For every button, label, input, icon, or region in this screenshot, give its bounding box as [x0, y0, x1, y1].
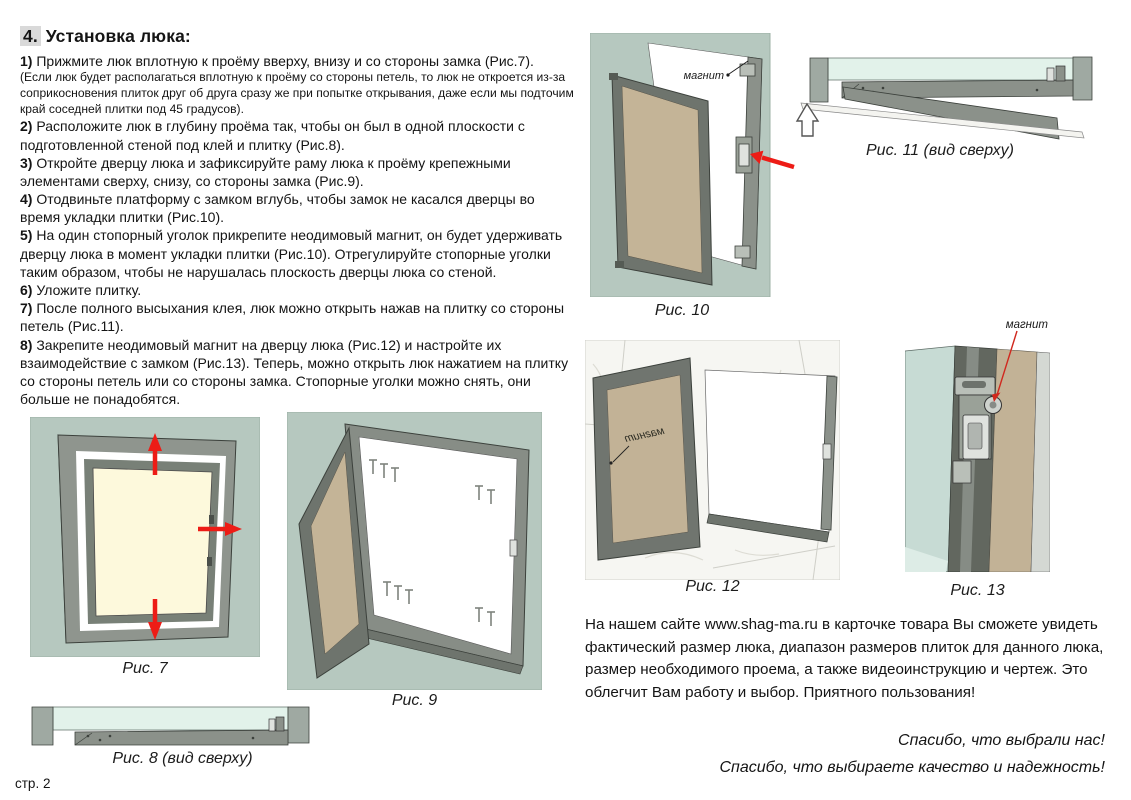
lock-recess — [968, 423, 982, 449]
wall-block-right — [288, 707, 309, 743]
lock-part — [269, 719, 275, 731]
stopper-corner-top — [740, 64, 755, 76]
step-text: Расположите люк в глубину проёма так, чтобы он был в одной плоскости с подготовленной стеной под клей и плитку (Рис.8). — [20, 118, 525, 153]
wall-block-right — [1073, 57, 1092, 100]
step-number: 6) — [20, 282, 33, 299]
wall-left — [905, 346, 955, 572]
hinge-top — [609, 73, 618, 80]
instruction-steps — [20, 52, 576, 408]
open-door-panel — [607, 375, 688, 543]
step-5 — [20, 226, 576, 281]
magnet-label-mirrored: магнит — [623, 424, 666, 446]
step-6 — [20, 281, 576, 299]
magnet-dot — [609, 461, 612, 464]
step-number: 4) — [20, 191, 33, 208]
figure-13-lock-closeup-drawing — [905, 315, 1050, 572]
step-text: Прижмите люк вплотную к проёму вверху, внизу и со стороны замка (Рис.7). — [36, 53, 534, 69]
figure-9-caption: Рис. 9 — [391, 692, 438, 709]
step-text: Отодвиньте платформу с замком вглубь, чтобы замок не касался дверцы во время укладки плитки (Рис.10). — [20, 191, 535, 226]
figure-7-caption: Рис. 7 — [122, 660, 168, 677]
hinge-bottom — [615, 261, 624, 268]
figure-8-caption: Рис. 8 (вид сверху) — [112, 750, 253, 767]
website-paragraph: На нашем сайте www.shag-ma.ru в карточке товара Вы сможете увидеть фактический размер люка, диапазон размеров плиток для данного люка, размер необходимого проема, а также видеоинструкцию и чертеж. Это облегчит Вам работу и выбор. Приятного пользования! — [585, 616, 1104, 701]
step-number: 7) — [20, 300, 33, 317]
step-3 — [20, 154, 576, 190]
opening-band — [53, 707, 288, 730]
figure-12-caption: Рис. 12 — [685, 578, 740, 595]
magnet-knob-center — [990, 402, 997, 409]
lock-body — [739, 144, 749, 166]
step-number: 2) — [20, 118, 33, 135]
lock-body — [1056, 66, 1065, 81]
opening — [705, 370, 835, 532]
figure-7-hatch-pressed-drawing — [30, 417, 260, 657]
figure-8-top-view-drawing — [30, 703, 310, 750]
step-text: На один стопорный уголок прикрепите неодимовый магнит, он будет удерживать дверцу люка в момент укладки плитки (Рис.10). Отрегулируйте стопорные уголки таким образом, чтобы не нарушалась плоскость дверцы люка со стеной. — [20, 227, 563, 280]
step-2 — [20, 117, 576, 153]
step-number: 8) — [20, 336, 33, 353]
figure-11-top-view-opening-drawing — [785, 46, 1095, 142]
figure-10-magnet-stopper-drawing — [590, 33, 800, 297]
figure-12-magnet-on-door-drawing — [585, 340, 840, 580]
thanks-line-2: Спасибо, что выбираете качество и надежность! — [719, 758, 1105, 776]
open-door-panel — [622, 86, 702, 273]
magnet-label: магнит — [683, 70, 724, 82]
step-number: 3) — [20, 154, 33, 171]
wall-block-left — [32, 707, 53, 745]
hatch-platform — [75, 730, 288, 745]
lock-bracket-bottom — [953, 461, 971, 483]
thanks-line-1: Спасибо, что выбрали нас! — [898, 732, 1105, 749]
latch-mark — [207, 557, 212, 566]
lock-body — [823, 444, 831, 459]
step-number: 5) — [20, 227, 33, 244]
wall-block-left — [810, 58, 828, 102]
step-7 — [20, 299, 576, 335]
opening-band — [828, 58, 1073, 80]
door-panel — [93, 468, 212, 616]
latch-mark — [209, 515, 214, 524]
figure-11-caption: Рис. 11 (вид сверху) — [866, 142, 1014, 159]
page-number: стр. 2 — [15, 776, 51, 791]
door-edge-tan — [989, 349, 1037, 572]
figure-13-caption: Рис. 13 — [950, 582, 1005, 599]
step-1 — [20, 52, 576, 70]
step-8 — [20, 336, 576, 409]
step-text: Закрепите неодимовый магнит на дверцу люка (Рис.12) и настройте их взаимодействие с замком (Рис.13). Теперь, можно открыть люк нажатием на плитку со стороны петель или со стороны замка. Стопорные уголки можно снять, они больше не понадобятся. — [20, 336, 569, 408]
section-number: 4. — [20, 26, 41, 46]
lock-bracket-slot — [962, 381, 986, 388]
magnet-label: магнит — [1005, 319, 1048, 331]
stopper-corner-bottom — [735, 246, 750, 258]
lock-part — [1047, 68, 1054, 81]
thanks-block — [585, 728, 1105, 781]
section-title: Установка люка: — [45, 26, 191, 46]
section-heading — [20, 26, 191, 47]
step-text: Уложите плитку. — [36, 282, 142, 299]
step-number: 1) — [20, 53, 33, 69]
figure-10-caption: Рис. 10 — [654, 302, 710, 319]
lock-body — [276, 717, 284, 731]
step-4 — [20, 190, 576, 226]
figure-9-fixing-frame-drawing — [287, 412, 542, 690]
step-1-note: (Если люк будет располагаться вплотную к проёму со стороны петель, то люк не откроется из-за соприкосновения плиток друг об друга сразу же при попытке открывания, даже если мы подточим край соседней плитки под 45 градусов). — [20, 70, 574, 116]
step-text: Откройте дверцу люка и зафиксируйте раму люка к проёму крепежными элементами сверху, снизу, со стороны замка (Рис.9). — [20, 154, 511, 189]
latch-slot — [510, 540, 517, 556]
step-text: После полного высыхания клея, люк можно открыть нажав на плитку со стороны петель (Рис.11). — [20, 300, 565, 335]
